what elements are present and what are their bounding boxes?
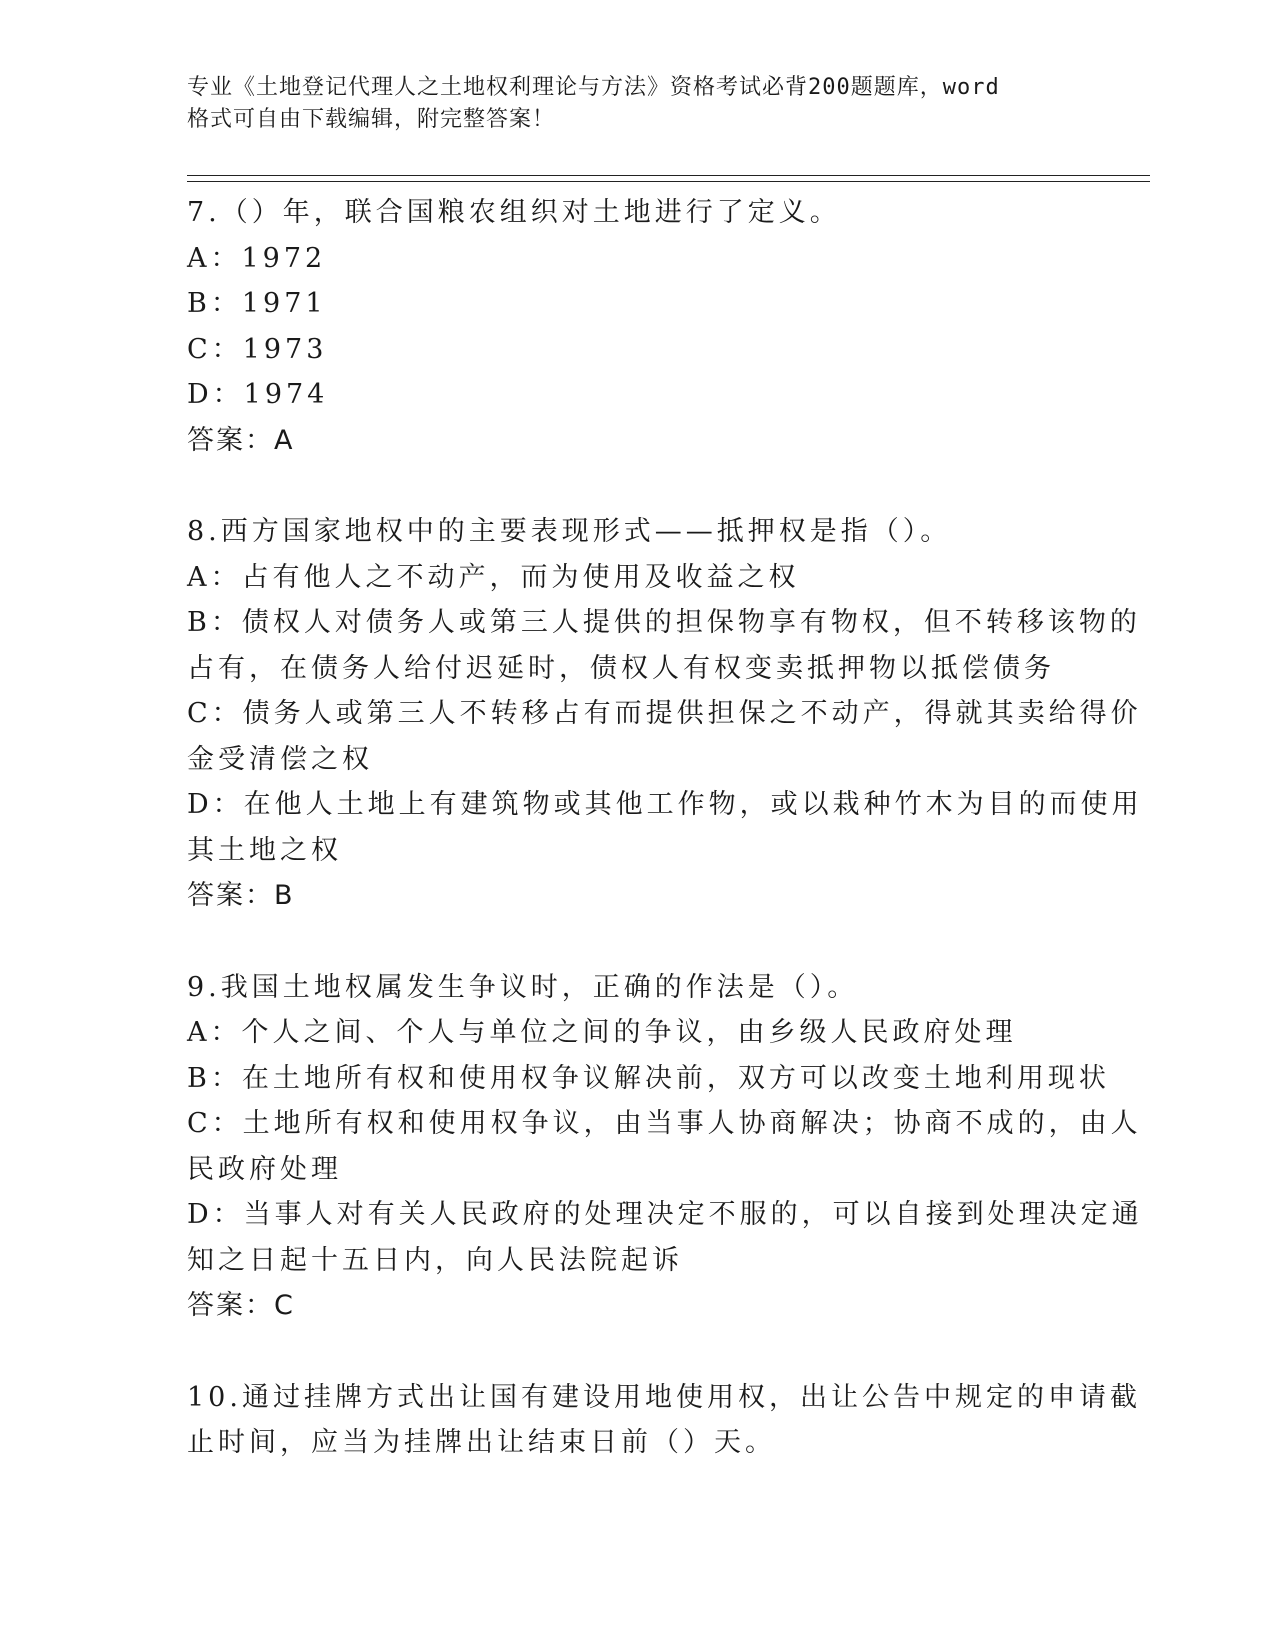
question-gap <box>187 1329 1087 1375</box>
question-stem: 止时间，应当为挂牌出让结束日前（）天。 <box>187 1427 776 1458</box>
question-stem: 10.通过挂牌方式出让国有建设用地使用权，出让公告中规定的申请截 <box>187 1381 1141 1413</box>
option-line: D：1974 <box>187 379 329 410</box>
option-line: D：当事人对有关人民政府的处理决定不服的，可以自接到处理决定通 <box>187 1199 1143 1230</box>
header-divider-top <box>187 175 1150 176</box>
question-list <box>187 190 1143 1466</box>
option-line: 知之日起十五日内，向人民法院起诉 <box>187 1244 683 1276</box>
option-line: 金受清偿之权 <box>187 743 373 775</box>
option-line: A：占有他人之不动产，而为使用及收益之权 <box>187 561 800 593</box>
option-line: C：债务人或第三人不转移占有而提供担保之不动产，得就其卖给得价 <box>187 698 1142 729</box>
question-stem: 7.（）年，联合国粮农组织对土地进行了定义。 <box>187 197 841 228</box>
question-block <box>187 965 1143 1329</box>
question-block <box>187 190 1087 463</box>
header-line-2: 格式可自由下载编辑，附完整答案！ <box>187 107 556 132</box>
option-line: B：在土地所有权和使用权争议解决前，双方可以改变土地利用现状 <box>187 1062 1110 1094</box>
question-block <box>187 1375 1141 1466</box>
question-gap <box>187 919 1087 965</box>
option-line: B：债权人对债务人或第三人提供的担保物享有物权，但不转移该物的 <box>187 607 1141 638</box>
option-line: B：1971 <box>187 288 327 319</box>
question-stem: 8.西方国家地权中的主要表现形式——抵押权是指（）。 <box>187 516 952 547</box>
option-line: D：在他人土地上有建筑物或其他工作物，或以栽种竹木为目的而使用 <box>187 789 1143 820</box>
option-line: A：个人之间、个人与单位之间的争议，由乡级人民政府处理 <box>187 1017 1017 1048</box>
answer-line: 答案：C <box>187 1290 295 1321</box>
option-line: C：1973 <box>187 333 328 365</box>
option-line: A：1972 <box>187 242 327 274</box>
question-stem: 9.我国土地权属发生争议时，正确的作法是（）。 <box>187 971 859 1003</box>
answer-line: 答案：B <box>187 880 295 911</box>
question-block <box>187 509 1143 919</box>
header-divider-bottom <box>187 181 1150 182</box>
option-line: 占有，在债务人给付迟延时，债权人有权变卖抵押物以抵偿债务 <box>187 652 1055 684</box>
option-line: 民政府处理 <box>187 1153 342 1185</box>
option-line: C：土地所有权和使用权争议，由当事人协商解决；协商不成的，由人 <box>187 1108 1142 1139</box>
answer-line: 答案：A <box>187 424 295 456</box>
document-header <box>187 72 1067 136</box>
option-line: 其土地之权 <box>187 834 342 866</box>
question-gap <box>187 463 1087 509</box>
header-line-1: 专业《土地登记代理人之土地权利理论与方法》资格考试必背200题题库，word <box>187 75 1000 100</box>
